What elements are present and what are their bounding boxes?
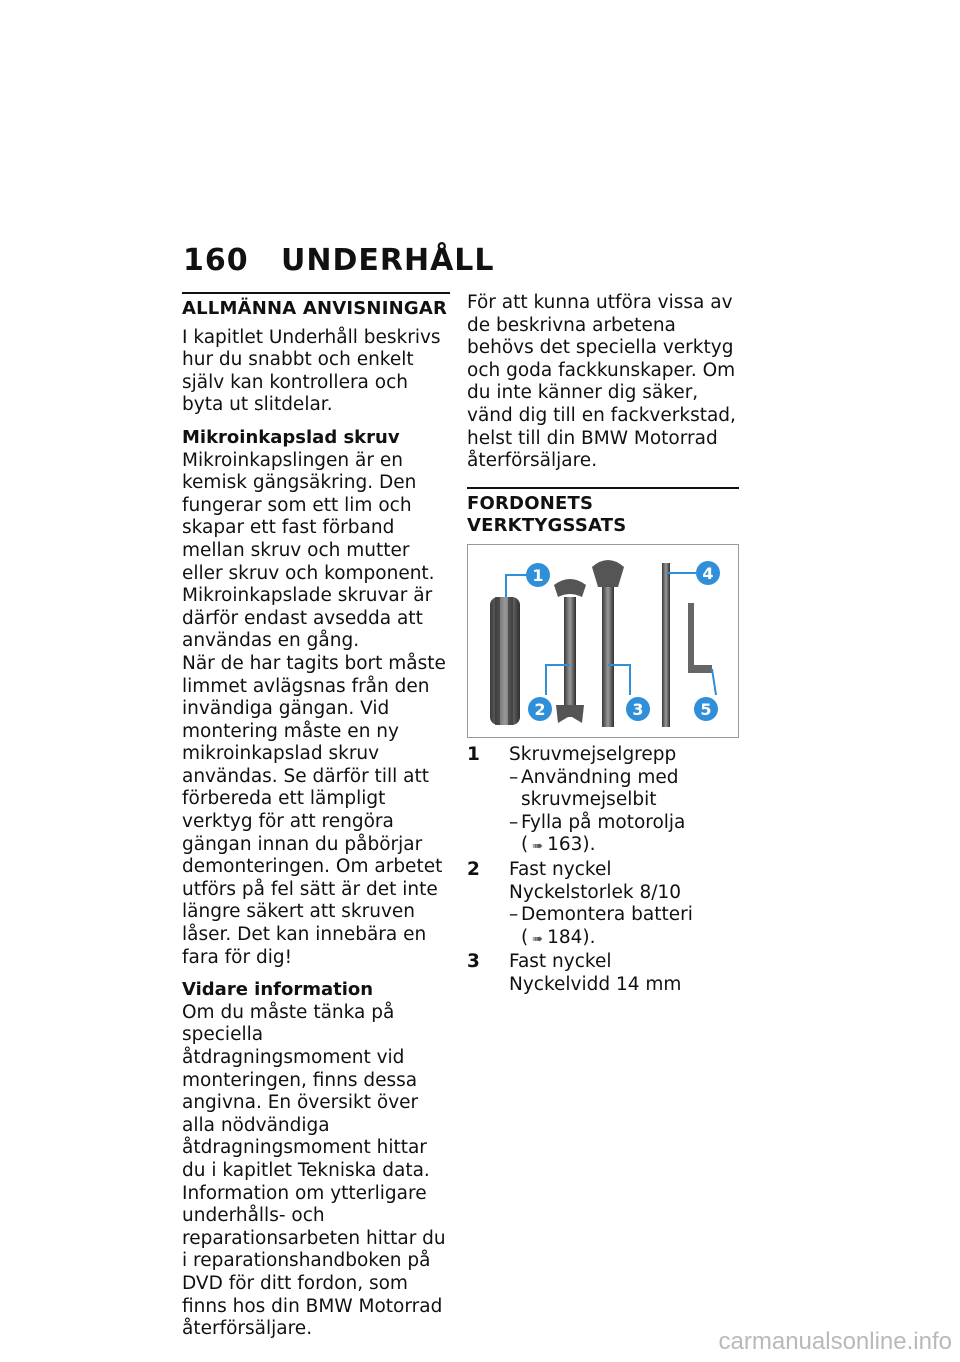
hex-key-shape bbox=[688, 603, 712, 673]
legend-sub-text: Demontera batteri bbox=[521, 904, 693, 926]
page-number: 160 bbox=[183, 243, 249, 278]
callout-label-4: 4 bbox=[702, 563, 714, 583]
toolkit-figure bbox=[467, 544, 739, 738]
intro-paragraph: I kapitlet Underhåll beskrivs hur du snabbt och enkelt själv kan kontrollera och byta ut slitdelar. bbox=[182, 326, 441, 416]
dash-marker: – bbox=[509, 904, 519, 926]
legend-detail: Nyckelstorlek 8/10 bbox=[509, 881, 682, 903]
subheading-micro: Mikroinkapslad skruv bbox=[182, 426, 400, 448]
screwdriver-bit-shape bbox=[662, 563, 670, 727]
chapter-title: UNDERHÅLL bbox=[281, 243, 495, 278]
dash-marker: – bbox=[509, 766, 519, 788]
page-reference[interactable]: ( ➠ 163). bbox=[509, 834, 739, 859]
callout-label-2: 2 bbox=[534, 699, 546, 719]
legend-title: Fast nyckel bbox=[509, 858, 612, 880]
left-column bbox=[182, 292, 450, 1341]
dash-marker: – bbox=[509, 811, 519, 833]
callout-label-1: 1 bbox=[532, 565, 544, 585]
section-rule bbox=[182, 292, 450, 294]
legend-sub-text: Användning med skruvmejselbit bbox=[521, 766, 679, 811]
info-paragraph-2: Information om ytterligare underhålls- och reparationsarbeten hittar du i reparationshandboken på DVD för ditt fordon, som finns hos din BMW Motorrad återförsäljare. bbox=[182, 1182, 446, 1340]
legend-sub bbox=[509, 812, 739, 835]
legend-number: 3 bbox=[467, 951, 480, 973]
micro-paragraph-2: När de har tagits bort måste limmet avlägsnas från den invändiga gängan. Vid montering måste en ny mikroinkapslad skruv användas. Se därför till att förbereda ett lämpligt verktyg för att rengöra gängan innan du påbörjar demonteringen. Om arbetet utförs på fel sätt är det inte längre säkert att skruven låser. Det kan innebära en fara för dig! bbox=[182, 652, 446, 968]
watermark: carmanualsonline.info bbox=[718, 1328, 952, 1355]
screwdriver-handle-shape bbox=[490, 597, 520, 725]
legend-sub bbox=[509, 904, 739, 927]
legend-number: 2 bbox=[467, 858, 480, 880]
page-reference[interactable]: ( ➠ 184). bbox=[509, 927, 739, 952]
legend-item bbox=[467, 744, 739, 859]
legend-item bbox=[467, 951, 739, 996]
arrow-ref-icon: ➠ bbox=[532, 931, 544, 947]
section-title-toolkit: FORDONETS VERKTYGSSATS bbox=[467, 492, 627, 537]
page-header bbox=[183, 243, 495, 278]
section-rule-toolkit bbox=[467, 487, 739, 489]
info-paragraph-3: För att kunna utföra vissa av de beskrivna arbetena behövs det speciella verktyg och goda fackkunskaper. Om du inte känner dig säker, vänd dig till en fackverkstad, helst till din BMW Motorrad återförsäljare. bbox=[467, 292, 736, 472]
wrench-small-shape bbox=[564, 597, 576, 705]
legend-item bbox=[467, 859, 739, 951]
callout-label-5: 5 bbox=[700, 699, 712, 719]
legend-sub-text: Fylla på motorolja bbox=[521, 811, 686, 833]
right-column bbox=[467, 292, 739, 996]
section-title-general: ALLMÄNNA ANVISNINGAR bbox=[182, 298, 448, 319]
subheading-info: Vidare information bbox=[182, 979, 374, 1001]
legend-detail: Nyckelvidd 14 mm bbox=[509, 973, 682, 995]
legend-title: Skruvmejselgrepp bbox=[509, 743, 677, 765]
info-paragraph-1: Om du måste tänka på speciella åtdragningsmoment vid monteringen, finns dessa angivna. En översikt över alla nödvändiga åtdragningsmoment hittar du i kapitlet Tekniska data. bbox=[182, 1001, 430, 1181]
legend-number: 1 bbox=[467, 743, 480, 765]
micro-paragraph-1: Mikroinkapslingen är en kemisk gängsäkring. Den fungerar som ett lim och skapar ett fast förband mellan skruv och mutter eller skruv och komponent. Mikroinkapslade skruvar är därför endast avsedda att användas en gång. bbox=[182, 449, 435, 652]
legend-title: Fast nyckel bbox=[509, 951, 612, 973]
arrow-ref-icon: ➠ bbox=[532, 839, 544, 855]
callout-label-3: 3 bbox=[632, 699, 644, 719]
wrench-large-shape bbox=[602, 587, 614, 727]
toolkit-legend bbox=[467, 744, 739, 997]
toolkit-illustration bbox=[468, 545, 738, 737]
legend-sub bbox=[509, 767, 739, 812]
